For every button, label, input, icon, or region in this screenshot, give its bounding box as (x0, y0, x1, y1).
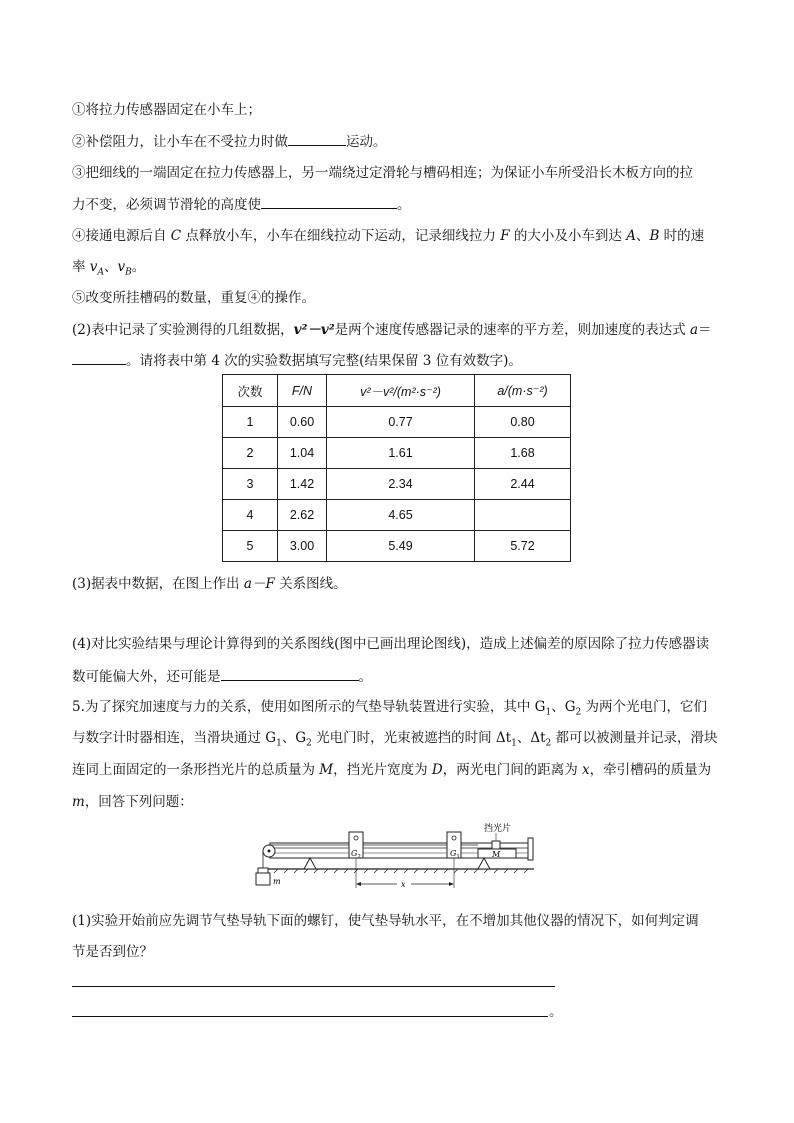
var-vA-sub: A (97, 267, 104, 278)
step-4-text-e: 时的速 (659, 228, 705, 244)
problem-5-line-2 (72, 728, 718, 754)
table-row (223, 469, 571, 500)
photogate-G2-lens (354, 836, 358, 840)
table-cell-answer[interactable] (475, 500, 571, 531)
answer-line-2[interactable] (72, 1016, 548, 1017)
pulley-axle (268, 850, 271, 853)
answer-blank-reason[interactable] (221, 666, 359, 681)
p5-text-d: 与数字计时器相连，当滑块通过 G (72, 730, 277, 746)
header-v-squared-diff: v²－v²/(m²·s⁻²) (327, 375, 475, 407)
step-4-text-g: 、 (103, 259, 118, 275)
p5-sub: 2 (545, 738, 552, 749)
label-shading-plate: 挡光片 (484, 824, 512, 834)
q5-1-line-2: 节是否到位？ (72, 944, 153, 960)
var-m: m (72, 794, 85, 810)
answer-blank-acceleration[interactable] (72, 350, 126, 365)
table-row (223, 500, 571, 531)
table-row (223, 407, 571, 438)
q2-text-a: (2)表中记录了实验测得的几组数据， (72, 322, 294, 338)
step-2-tail: 运动。 (346, 134, 387, 150)
p5-text-b: 、G (551, 699, 576, 715)
p5-sub: 1 (511, 738, 517, 749)
q2-text-b: 是两个速度传感器记录的速率的平方差，则加速度的表达式 (334, 322, 690, 338)
p5-text-g: 、Δt (516, 730, 546, 746)
p5-text-m: ，回答下列问题： (84, 794, 193, 810)
p5-sub: 1 (545, 707, 552, 718)
weight-hook (258, 868, 268, 873)
var-C: C (170, 228, 182, 244)
track-support (478, 858, 490, 869)
table-cell: 4.65 (327, 500, 475, 531)
step-4-line-1 (72, 226, 704, 246)
var-B: B (649, 228, 660, 244)
label-G2: $G_2$ (351, 849, 361, 860)
table-cell: 1.42 (278, 469, 327, 500)
dim-arrow-left (356, 882, 361, 886)
step-3-tail: 。 (397, 197, 411, 213)
table-cell: 1.61 (327, 438, 475, 469)
hanging-weight (256, 873, 270, 885)
table-cell: 5.72 (475, 531, 571, 562)
table-cell: 0.80 (475, 407, 571, 438)
table-cell: 4 (223, 500, 278, 531)
var-M: M (319, 762, 334, 778)
step-3-line-1: ③把细线的一端固定在拉力传感器上，另一端绕过定滑轮与槽码相连；为保证小车所受沿长木板方向的拉 (72, 165, 693, 181)
q2-formula: v²－v² (293, 322, 335, 338)
p5-text-a: 5.为了探究加速度与力的关系，使用如图所示的气垫导轨装置进行实验，其中 G (72, 699, 546, 715)
step-3-text: 力不变，必须调节滑轮的高度使 (72, 197, 261, 213)
var-vA: v (89, 259, 98, 275)
problem-5-line-1 (72, 697, 707, 723)
table-cell: 2.34 (327, 469, 475, 500)
table-cell: 2 (223, 438, 278, 469)
var-F: F (500, 228, 510, 244)
shading-plate (492, 841, 500, 849)
problem-5-line-3 (72, 760, 711, 780)
table-cell: 3.00 (278, 531, 327, 562)
var-A: A (626, 228, 636, 244)
p5-text-i: 连同上面固定的一条形挡光片的总质量为 (72, 762, 320, 778)
table-cell: 0.77 (327, 407, 475, 438)
answer-line-1[interactable] (72, 986, 555, 987)
var-D: D (431, 762, 443, 778)
q2-text-c: 。请将表中第 4 次的实验数据填写完整(结果保留 3 位有效数字)。 (126, 353, 522, 369)
header-acceleration: a/(m·s⁻²) (475, 375, 571, 407)
q3-text-b: 关系图线。 (274, 576, 347, 592)
air-track-diagram (248, 818, 538, 892)
step-1: ①将拉力传感器固定在小车上； (72, 102, 261, 118)
label-x: x (401, 880, 406, 889)
table-cell: 2.62 (278, 500, 327, 531)
question-2-line-1 (72, 320, 712, 340)
q3-formula: a－F (243, 576, 275, 592)
question-4-line-1: (4)对比实验结果与理论计算得到的关系图线(图中已画出理论图线)，造成上述偏差的原因除了拉力传感器读 (72, 636, 710, 652)
problem-5-line-4 (72, 792, 193, 812)
p5-text-c: 为两个光电门，它们 (581, 699, 708, 715)
table-header-row (223, 375, 571, 407)
track-support (304, 858, 316, 869)
header-force: F/N (278, 375, 327, 407)
table-cell: 1.04 (278, 438, 327, 469)
p5-text-e: 、G (281, 730, 307, 746)
var-a: a (689, 322, 698, 338)
step-4-text-c: 的大小及小车到达 (509, 228, 627, 244)
step-4-text-h: 。 (131, 259, 146, 275)
p5-text-f: 光电门时，光束被遮挡的时间 Δt (311, 730, 512, 746)
p5-text-j: ，挡光片宽度为 (333, 762, 432, 778)
q4-text-a: 数可能偏大外，还可能是 (72, 669, 221, 685)
p5-text-k: ，两光电门间的距离为 (442, 762, 583, 778)
table-cell: 1 (223, 407, 278, 438)
table-cell: 1.68 (475, 438, 571, 469)
table-row (223, 438, 571, 469)
p5-text-h: 都可以被测量并记录，滑块 (551, 730, 718, 746)
end-stop (528, 838, 533, 860)
answer-end-mark: 。 (549, 1004, 563, 1020)
answer-blank-motion[interactable] (288, 131, 346, 146)
data-table (222, 374, 571, 562)
step-5: ⑤改变所挂槽码的数量，重复④的操作。 (72, 290, 315, 306)
question-2-line-2 (72, 350, 522, 371)
header-count: 次数 (223, 375, 278, 407)
label-G1: $G_1$ (450, 849, 460, 860)
step-2 (72, 131, 387, 152)
photogate-G1-lens (452, 836, 456, 840)
table-row (223, 531, 571, 562)
p5-sub: 2 (575, 707, 582, 718)
p5-text-l: ，牵引槽码的质量为 (589, 762, 712, 778)
table-cell: 3 (223, 469, 278, 500)
table-cell: 0.60 (278, 407, 327, 438)
var-x: x (582, 762, 590, 778)
step-4-text-f: 率 (72, 259, 90, 275)
dim-arrow-right (449, 882, 454, 886)
q4-text-b: 。 (358, 669, 372, 685)
question-3 (72, 574, 347, 594)
var-vB-sub: B (125, 267, 132, 278)
table-cell: 5 (223, 531, 278, 562)
step-4-line-2 (72, 257, 145, 283)
question-4-line-2 (72, 666, 372, 687)
table-cell: 2.44 (475, 469, 571, 500)
step-2-text: ②补偿阻力，让小车在不受拉力时做 (72, 134, 288, 150)
table-cell: 5.49 (327, 531, 475, 562)
p5-sub: 2 (306, 738, 312, 749)
step-4-text-d: 、 (635, 228, 650, 244)
step-3-line-2 (72, 194, 411, 215)
q3-text-a: (3)据表中数据，在图上作出 (72, 576, 244, 592)
answer-blank-pulley[interactable] (261, 194, 397, 209)
p5-sub: 1 (276, 738, 282, 749)
var-vB: v (117, 259, 126, 275)
label-M: M (492, 850, 501, 859)
step-4-text-a: ④接通电源后自 (72, 228, 171, 244)
q5-1-line-1: (1)实验开始前应先调节气垫导轨下面的螺钉，使气垫导轨水平，在不增加其他仪器的情况下，如何判定调 (72, 913, 699, 929)
label-m: m (273, 877, 281, 886)
step-4-text-b: 点释放小车，小车在细线拉动下运动，记录细线拉力 (181, 228, 501, 244)
q2-equals: ＝ (698, 322, 712, 338)
